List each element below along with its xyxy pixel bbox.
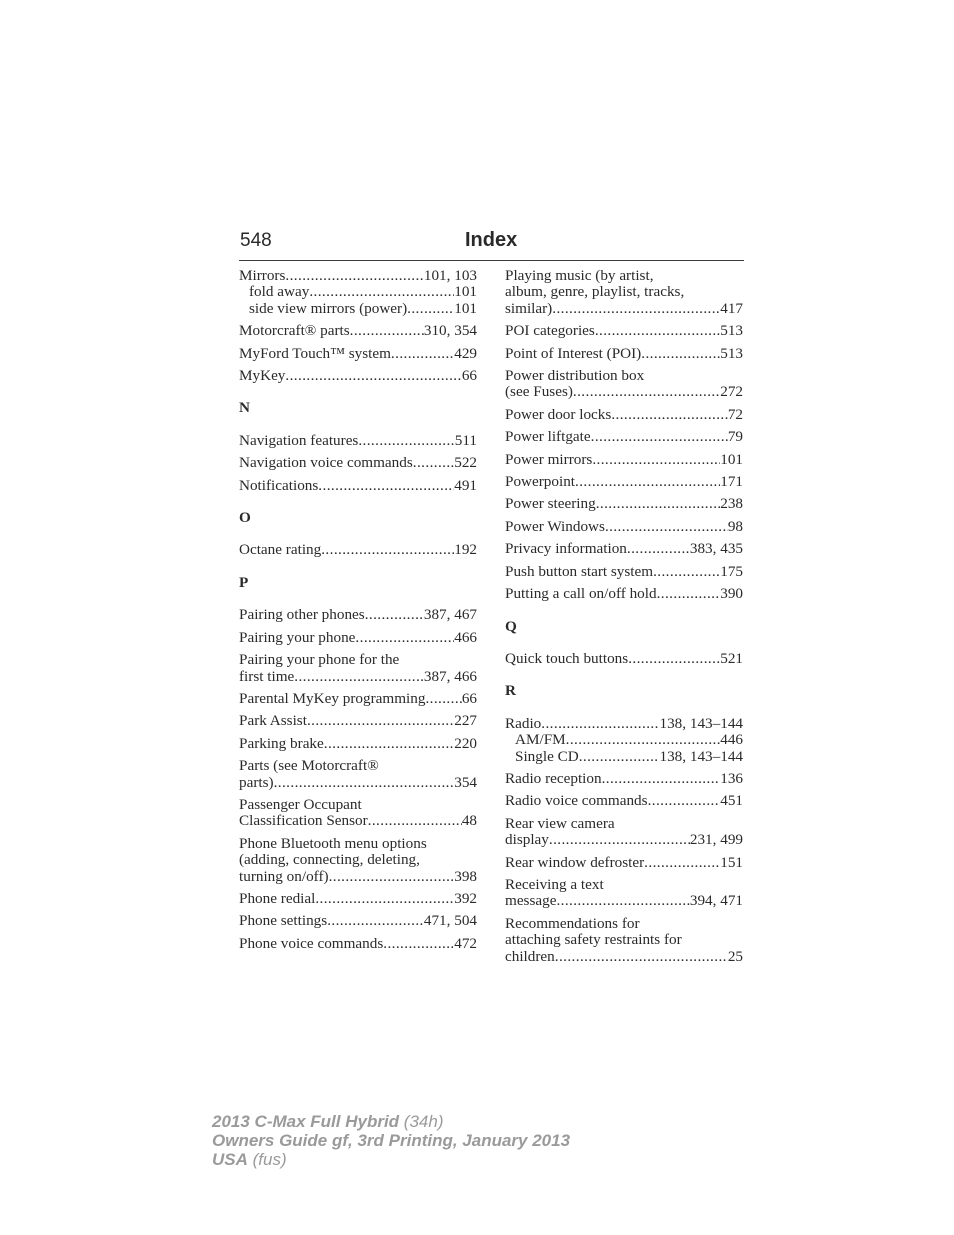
index-entry-line: [239, 323, 477, 339]
index-entry-line: [505, 429, 743, 445]
dot-leader: [413, 455, 454, 471]
index-entry-line: [505, 541, 743, 557]
dot-leader: [365, 607, 424, 623]
index-letter-heading: Q: [505, 617, 517, 635]
entry-text: Navigation voice commands: [239, 454, 413, 472]
dot-leader: [644, 855, 720, 871]
index-column-left: [239, 268, 477, 958]
entry-text: fold away: [249, 283, 310, 301]
entry-text: Park Assist: [239, 712, 307, 730]
footer-edition: Owners Guide gf, 3rd Printing, January 2013: [212, 1131, 571, 1150]
page-reference: 513: [720, 322, 743, 340]
index-entry-line: [505, 407, 743, 423]
index-entry: [239, 913, 477, 929]
index-entry-line: [239, 607, 477, 623]
index-letter-heading: R: [505, 682, 516, 700]
page-reference: 136: [720, 769, 743, 787]
page-reference: 151: [720, 853, 743, 871]
page-reference: 521: [720, 649, 743, 667]
index-entry-line: [239, 346, 477, 362]
entry-text: children: [505, 947, 555, 965]
index-entry-line: [239, 268, 477, 284]
index-entry-line: [505, 452, 743, 468]
entry-text: POI categories: [505, 322, 595, 340]
page-reference: 138, 143–144: [659, 714, 743, 732]
dot-leader: [605, 519, 728, 535]
dot-leader: [355, 630, 454, 646]
index-entry-line: [239, 652, 477, 668]
index-entry: [505, 407, 743, 423]
index-entry-line: [239, 869, 477, 885]
index-entry-line: [505, 346, 743, 362]
dot-leader: [327, 913, 424, 929]
dot-leader: [425, 691, 461, 707]
entry-text: Pairing your phone for the: [239, 651, 400, 669]
index-entry-line: [239, 891, 477, 907]
page-title: Index: [465, 229, 518, 251]
page-reference: 138, 143–144: [659, 747, 743, 765]
dot-leader: [350, 323, 424, 339]
entry-text: Mirrors: [239, 267, 286, 284]
entry-text: Power door locks: [505, 405, 612, 423]
dot-leader: [591, 429, 728, 445]
page-reference: 238: [720, 495, 743, 513]
page-reference: 310, 354: [423, 322, 477, 340]
index-entry: [239, 478, 477, 494]
index-entry-line: [505, 564, 743, 580]
dot-leader: [579, 749, 660, 765]
dot-leader: [307, 713, 454, 729]
dot-leader: [653, 564, 720, 580]
dot-leader: [648, 793, 721, 809]
dot-leader: [294, 669, 424, 685]
index-entry-line: [239, 368, 477, 384]
page-reference: 227: [454, 712, 477, 730]
index-entry: [505, 519, 743, 535]
index-entry-line: [505, 496, 743, 512]
index-entry: [505, 771, 743, 787]
page-reference: 394, 471: [689, 892, 743, 910]
index-entry-line: [239, 713, 477, 729]
dot-leader: [383, 936, 454, 952]
index-letter-heading: N: [239, 399, 250, 417]
index-entry-line: [505, 323, 743, 339]
dot-leader: [575, 474, 720, 490]
entry-text: Power mirrors: [505, 450, 593, 468]
dot-leader: [315, 891, 454, 907]
index-entry-line: [239, 913, 477, 929]
entry-text: Power liftgate: [505, 428, 591, 446]
index-entry: [505, 564, 743, 580]
index-letter-heading: P: [239, 573, 249, 591]
index-entry: [239, 368, 477, 384]
dot-leader: [555, 949, 728, 965]
index-entry: [239, 713, 477, 729]
entry-text: Push button start system: [505, 562, 654, 580]
footer-region: USA: [212, 1150, 248, 1169]
page-reference: 429: [454, 344, 477, 362]
index-entry: [505, 855, 743, 871]
entry-text: Parental MyKey programming: [239, 689, 426, 707]
page-reference: 417: [720, 299, 743, 317]
footer-line-3: [212, 1150, 570, 1169]
page-reference: 72: [727, 405, 743, 423]
dot-leader: [407, 301, 454, 317]
dot-leader: [541, 716, 659, 732]
entry-text: MyKey: [239, 367, 286, 385]
index-entry: [239, 268, 477, 317]
index-entry-line: [505, 932, 743, 948]
entry-text: Parts (see Motorcraft®: [239, 757, 379, 775]
page-reference: 101, 103: [423, 267, 477, 284]
page-reference: 79: [727, 428, 743, 446]
index-entry: [239, 758, 477, 791]
index-subentry-line: [505, 732, 743, 748]
entry-text: AM/FM: [515, 731, 566, 749]
entry-text: Quick touch buttons: [505, 649, 629, 667]
entry-text: Pairing your phone: [239, 628, 356, 646]
index-entry-line: [239, 691, 477, 707]
index-entry-line: [505, 916, 743, 932]
index-entry-line: [239, 542, 477, 558]
entry-text: Phone voice commands: [239, 934, 384, 952]
page-reference: 101: [454, 299, 477, 317]
dot-leader: [391, 346, 454, 362]
entry-text: Power distribution box: [505, 367, 645, 385]
index-entry-line: [505, 949, 743, 965]
page-reference: 471, 504: [423, 912, 477, 930]
entry-text: Pairing other phones: [239, 606, 365, 624]
document-footer: [212, 1112, 570, 1169]
page-reference: 472: [454, 934, 477, 952]
page-reference: 511: [454, 431, 477, 449]
entry-text: Point of Interest (POI): [505, 344, 642, 362]
entry-text: album, genre, playlist, tracks,: [505, 283, 685, 301]
entry-text: Power steering: [505, 495, 596, 513]
entry-text: Phone Bluetooth menu options: [239, 834, 427, 852]
dot-leader: [285, 268, 423, 284]
page-reference: 272: [720, 383, 743, 401]
index-entry: [239, 891, 477, 907]
index-entry: [505, 429, 743, 445]
index-entry: [239, 607, 477, 623]
page-number: 548: [240, 230, 272, 251]
page-reference: 390: [720, 585, 743, 603]
entry-text: Single CD: [515, 747, 579, 765]
page-reference: 387, 466: [423, 667, 477, 685]
entry-text: Playing music (by artist,: [505, 267, 654, 284]
index-entry-line: [505, 832, 743, 848]
page-reference: 231, 499: [689, 831, 743, 849]
index-entry-line: [505, 816, 743, 832]
page-header: [239, 228, 744, 261]
footer-model: 2013 C-Max Full Hybrid: [212, 1112, 400, 1131]
dot-leader: [566, 732, 721, 748]
page-reference: 513: [720, 344, 743, 362]
entry-text: Rear view camera: [505, 814, 615, 832]
index-entry-line: [239, 797, 477, 813]
entry-text: parts): [239, 773, 274, 791]
index-entry-line: [505, 793, 743, 809]
page-reference: 66: [461, 367, 477, 385]
entry-text: Power Windows: [505, 517, 605, 535]
index-entry-line: [505, 268, 743, 284]
dot-leader: [641, 346, 720, 362]
entry-text: (adding, connecting, deleting,: [239, 851, 420, 869]
dot-leader: [318, 478, 454, 494]
index-column-right: [505, 268, 743, 971]
index-entry: [505, 793, 743, 809]
entry-text: Phone settings: [239, 912, 328, 930]
index-entry-line: [505, 586, 743, 602]
dot-leader: [321, 542, 454, 558]
index-entry-line: [239, 852, 477, 868]
entry-text: Phone redial: [239, 889, 316, 907]
page-reference: 175: [720, 562, 743, 580]
index-entry-line: [239, 478, 477, 494]
entry-text: Recommendations for: [505, 914, 640, 932]
index-entry: [505, 877, 743, 910]
page-reference: 466: [454, 628, 477, 646]
dot-leader: [274, 775, 455, 791]
entry-text: Radio reception: [505, 769, 602, 787]
index-entry: [505, 346, 743, 362]
entry-text: Navigation features: [239, 431, 359, 449]
index-entry: [239, 542, 477, 558]
index-entry-line: [239, 630, 477, 646]
dot-leader: [358, 433, 454, 449]
entry-text: Radio voice commands: [505, 792, 648, 810]
entry-text: Octane rating: [239, 541, 322, 559]
entry-text: Receiving a text: [505, 875, 604, 893]
entry-text: Notifications: [239, 476, 319, 494]
dot-leader: [324, 736, 454, 752]
index-entry-line: [505, 716, 743, 732]
index-entry-line: [505, 519, 743, 535]
index-entry: [505, 651, 743, 667]
footer-model-code: (34h): [403, 1112, 444, 1131]
index-entry-line: [239, 775, 477, 791]
entry-text: MyFord Touch™ system: [239, 344, 391, 362]
index-entry-line: [239, 836, 477, 852]
index-entry-line: [239, 455, 477, 471]
dot-leader: [611, 407, 728, 423]
dot-leader: [556, 893, 689, 909]
index-entry-line: [239, 736, 477, 752]
entry-text: first time: [239, 667, 295, 685]
footer-region-code: (fus): [252, 1150, 287, 1169]
index-entry: [239, 630, 477, 646]
page-reference: 446: [720, 731, 743, 749]
dot-leader: [329, 869, 455, 885]
page-reference: 451: [720, 792, 743, 810]
footer-line-2: [212, 1131, 570, 1150]
index-entry-line: [505, 368, 743, 384]
page-reference: 220: [454, 734, 477, 752]
entry-text: turning on/off): [239, 867, 329, 885]
page-reference: 522: [454, 454, 477, 472]
index-entry: [505, 816, 743, 849]
index-entry-line: [505, 284, 743, 300]
dot-leader: [595, 323, 720, 339]
index-subentry-line: [239, 301, 477, 317]
page-reference: 25: [727, 947, 743, 965]
entry-text: display: [505, 831, 549, 849]
index-entry: [505, 452, 743, 468]
dot-leader: [628, 651, 720, 667]
page-reference: 101: [720, 450, 743, 468]
page-reference: 491: [454, 476, 477, 494]
page-reference: 66: [461, 689, 477, 707]
index-entry: [505, 916, 743, 965]
index-entry: [239, 455, 477, 471]
index-entry: [505, 541, 743, 557]
entry-text: Parking brake: [239, 734, 324, 752]
index-entry-line: [239, 433, 477, 449]
dot-leader: [602, 771, 721, 787]
index-subentry-line: [239, 284, 477, 300]
index-entry: [505, 323, 743, 339]
index-entry-line: [239, 813, 477, 829]
index-entry-line: [505, 893, 743, 909]
index-entry: [239, 323, 477, 339]
index-entry: [239, 346, 477, 362]
page-reference: 387, 467: [423, 606, 477, 624]
entry-text: similar): [505, 299, 553, 317]
dot-leader: [285, 368, 461, 384]
index-entry: [239, 691, 477, 707]
dot-leader: [592, 452, 720, 468]
entry-text: Privacy information: [505, 540, 627, 558]
dot-leader: [657, 586, 721, 602]
index-entry-line: [239, 669, 477, 685]
index-entry-line: [505, 384, 743, 400]
index-entry: [239, 736, 477, 752]
page-reference: 192: [454, 541, 477, 559]
entry-text: Passenger Occupant: [239, 795, 362, 813]
index-entry: [505, 496, 743, 512]
dot-leader: [552, 301, 720, 317]
dot-leader: [368, 813, 462, 829]
entry-text: Radio: [505, 714, 542, 732]
entry-text: (see Fuses): [505, 383, 573, 401]
index-entry: [505, 474, 743, 490]
index-entry: [505, 586, 743, 602]
index-entry-line: [505, 474, 743, 490]
page-reference: 354: [454, 773, 477, 791]
entry-text: attaching safety restraints for: [505, 931, 682, 949]
index-entry-line: [505, 651, 743, 667]
entry-text: Putting a call on/off hold: [505, 585, 657, 603]
index-entry-line: [505, 855, 743, 871]
dot-leader: [549, 832, 690, 848]
index-entry: [239, 797, 477, 830]
index-entry: [239, 652, 477, 685]
entry-text: Motorcraft® parts: [239, 322, 350, 340]
footer-line-1: [212, 1112, 570, 1131]
index-subentry-line: [505, 749, 743, 765]
page-reference: 48: [461, 812, 477, 830]
index-entry-line: [239, 936, 477, 952]
index-letter-heading: O: [239, 509, 251, 527]
index-entry: [505, 368, 743, 401]
entry-text: side view mirrors (power): [249, 299, 408, 317]
entry-text: message: [505, 892, 557, 910]
dot-leader: [309, 284, 454, 300]
index-entry: [505, 716, 743, 765]
page-reference: 98: [727, 517, 743, 535]
index-entry-line: [505, 301, 743, 317]
page-reference: 383, 435: [689, 540, 743, 558]
index-entry-line: [239, 758, 477, 774]
page-reference: 101: [454, 283, 477, 301]
index-entry: [239, 433, 477, 449]
dot-leader: [627, 541, 690, 557]
dot-leader: [596, 496, 721, 512]
page-reference: 398: [454, 867, 477, 885]
index-entry: [239, 936, 477, 952]
index-entry-line: [505, 771, 743, 787]
index-entry: [505, 268, 743, 317]
dot-leader: [573, 384, 720, 400]
page-reference: 171: [720, 473, 743, 491]
entry-text: Powerpoint: [505, 473, 576, 491]
index-entry-line: [505, 877, 743, 893]
page-reference: 392: [454, 889, 477, 907]
entry-text: Classification Sensor: [239, 812, 368, 830]
index-entry: [239, 836, 477, 885]
entry-text: Rear window defroster: [505, 853, 645, 871]
